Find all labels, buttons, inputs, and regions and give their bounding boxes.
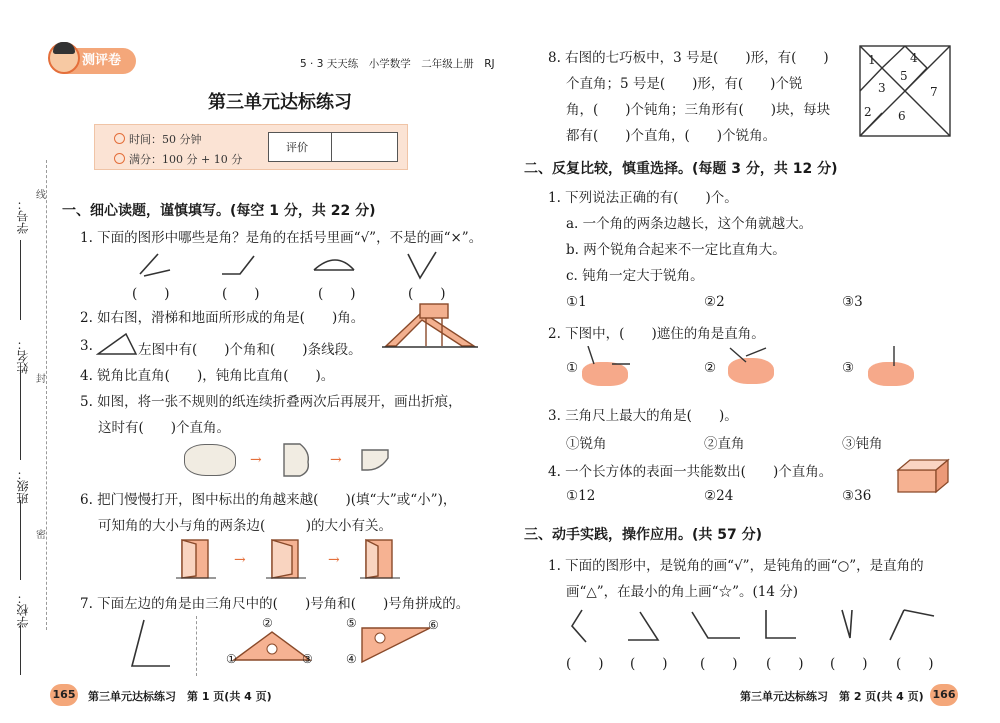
school-line [20, 625, 21, 675]
question-2: 2. 如右图，滑梯和地面所形成的角是( )角。 [80, 310, 365, 326]
mark-2: ② [262, 616, 273, 630]
page-number-left: 165 [50, 684, 78, 706]
question-6-line1: 6. 把门慢慢打开，图中标出的角越来越( )(填“大”或“小”)， [80, 492, 457, 508]
svg-text:→: → [234, 552, 246, 568]
choice-3: 3. 三角尺上最大的角是( )。 [548, 408, 738, 424]
practice-1-line2: 画“△”，在最小的角上画“☆”。(14 分) [566, 584, 798, 600]
choice-1-b: b. 两个锐角合起来不一定比直角大。 [566, 242, 786, 258]
q3-triangle [96, 330, 138, 356]
question-6-line2: 可知角的大小与角的两条边( )的大小有关。 [98, 518, 393, 534]
practice-1-line1: 1. 下面的图形中，是锐角的画“√”，是钝角的画“○”，是直角的 [548, 558, 924, 574]
student-id-line [20, 240, 21, 320]
question-8-line4: 都有( )个直角，( )个锐角。 [566, 128, 777, 144]
svg-text:1: 1 [868, 53, 876, 67]
svg-text:6: 6 [898, 109, 906, 123]
cloud-2-rays [716, 344, 768, 374]
svg-text:4: 4 [910, 51, 918, 65]
q1-blank-4[interactable]: ( ) [408, 286, 446, 302]
choice-1-option-1[interactable]: ①1 [566, 294, 587, 310]
question-5-line2: 这时有( )个直角。 [98, 420, 231, 436]
question-3-number: 3. [80, 338, 93, 354]
seal-mark-seal: 封 [36, 374, 46, 385]
time-info: 时间：50 分钟 [114, 131, 202, 147]
svg-text:5: 5 [900, 69, 908, 83]
binding-line [46, 160, 47, 630]
choice-4-option-1[interactable]: ①12 [566, 488, 596, 504]
class-line [20, 500, 21, 580]
question-7: 7. 下面左边的角是由三角尺中的( )号角和( )号角拼成的。 [80, 596, 470, 612]
seal-mark-line: 线 [36, 190, 46, 201]
mascot-icon [48, 42, 80, 74]
paper-folded-once [280, 442, 314, 478]
section-1-heading: 一、细心读题，谨慎填写。(每空 1 分，共 22 分) [62, 203, 376, 219]
svg-text:2: 2 [864, 105, 872, 119]
practice-1-blank-3[interactable]: ( ) [700, 656, 738, 672]
student-id-label: 学号： [16, 198, 30, 234]
choice-1-c: c. 钝角一定大于锐角。 [566, 268, 704, 284]
choice-4-option-2[interactable]: ②24 [704, 488, 734, 504]
choice-4: 4. 一个长方体的表面一共能数出( )个直角。 [548, 464, 833, 480]
choice-2-option-1[interactable]: ① [566, 360, 579, 376]
cuboid-icon [896, 458, 952, 494]
slide-icon [382, 302, 478, 348]
check-icon [114, 153, 125, 164]
door-figures [176, 536, 426, 580]
choice-2-option-2[interactable]: ② [704, 360, 717, 376]
question-8-line2: 个直角；5 号是( )形，有( )个锐 [566, 76, 803, 92]
mark-5: ⑤ [346, 616, 357, 630]
cloud-1-rays [582, 346, 632, 376]
practice-1-blank-1[interactable]: ( ) [566, 656, 604, 672]
question-5-line1: 5. 如图，将一张不规则的纸连续折叠两次后再展开，画出折痕， [80, 394, 462, 410]
name-line [20, 370, 21, 460]
choice-2-option-3[interactable]: ③ [842, 360, 855, 376]
practice-1-blank-5[interactable]: ( ) [830, 656, 868, 672]
clock-icon [114, 133, 125, 144]
mark-4: ④ [346, 652, 357, 666]
q1-figures [128, 248, 448, 284]
svg-text:→: → [328, 552, 340, 568]
practice-1-blank-4[interactable]: ( ) [766, 656, 804, 672]
mark-3: ③ [302, 652, 313, 666]
svg-text:7: 7 [930, 85, 938, 99]
test-badge: 测评卷 [52, 48, 136, 74]
mark-1: ① [226, 652, 237, 666]
arrow-right-icon: → [250, 452, 262, 468]
q7-divider [196, 616, 197, 676]
score-info: 满分：100 分 + 10 分 [114, 151, 242, 167]
practice-1-angles [564, 606, 944, 646]
choice-3-option-1[interactable]: ①锐角 [566, 436, 607, 452]
choice-1-option-2[interactable]: ②2 [704, 294, 725, 310]
choice-3-option-2[interactable]: ②直角 [704, 436, 745, 452]
question-1: 1. 下面的图形中哪些是角？是角的在括号里画“√”，不是的画“×”。 [80, 230, 483, 246]
tangram [858, 44, 952, 138]
school-label: 学校： [16, 592, 30, 628]
practice-1-blank-6[interactable]: ( ) [896, 656, 934, 672]
question-8-line3: 角，( )个钝角；三角形有( )块，每块 [566, 102, 831, 118]
svg-text:3: 3 [878, 81, 886, 95]
q1-blank-1[interactable]: ( ) [132, 286, 170, 302]
choice-1: 1. 下列说法正确的有( )个。 [548, 190, 738, 206]
triangle-ruler-b [360, 624, 432, 664]
paper-folded-twice [360, 448, 390, 472]
choice-4-option-3[interactable]: ③36 [842, 488, 872, 504]
choice-2: 2. 下图中，( )遮住的角是直角。 [548, 326, 765, 342]
q1-blank-2[interactable]: ( ) [222, 286, 260, 302]
section-3-heading: 三、动手实践，操作应用。(共 57 分) [524, 527, 763, 543]
question-8-line1: 8. 右图的七巧板中，3 号是( )形，有( ) [548, 50, 829, 66]
name-label: 姓名： [16, 338, 30, 374]
question-4: 4. 锐角比直角( )，钝角比直角( )。 [80, 368, 335, 384]
footer-left: 第三单元达标练习 第 1 页(共 4 页) [88, 690, 272, 703]
choice-1-a: a. 一个角的两条边越长，这个角就越大。 [566, 216, 813, 232]
mark-6: ⑥ [428, 618, 439, 632]
question-3: 左图中有( )个角和( )条线段。 [138, 342, 362, 358]
choice-1-option-3[interactable]: ③3 [842, 294, 863, 310]
q1-blank-3[interactable]: ( ) [318, 286, 356, 302]
page-title: 第三单元达标练习 [208, 92, 352, 113]
cloud-3-ray [884, 344, 904, 374]
triangle-ruler-a [232, 630, 312, 662]
evaluation-label: 评价 [286, 141, 308, 154]
seal-mark-secret: 密 [36, 530, 46, 541]
practice-1-blank-2[interactable]: ( ) [630, 656, 668, 672]
q7-angle [126, 616, 176, 672]
series-info: 5 · 3 天天练 小学数学 二年级上册 RJ [300, 58, 495, 70]
footer-right: 第三单元达标练习 第 2 页(共 4 页) [740, 690, 924, 703]
page-number-right: 166 [930, 684, 958, 706]
paper-unfolded [184, 444, 236, 476]
class-label: 班级： [16, 468, 30, 504]
section-2-heading: 二、反复比较，慎重选择。(每题 3 分，共 12 分) [524, 161, 838, 177]
arrow-right-icon: → [330, 452, 342, 468]
choice-3-option-3[interactable]: ③钝角 [842, 436, 883, 452]
